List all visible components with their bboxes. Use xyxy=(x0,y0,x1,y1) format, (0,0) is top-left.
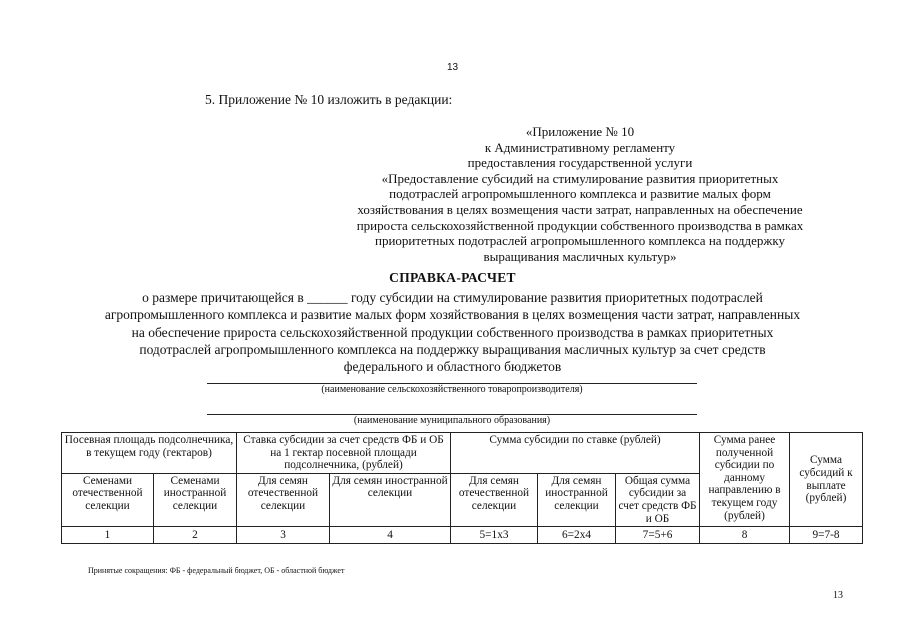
subheader-cell: Для семян иностранной селекции xyxy=(538,473,616,526)
column-number: 4 xyxy=(330,527,451,544)
appendix-line: хозяйствования в целях возмещения части затрат, направленных на обеспечение xyxy=(357,201,803,217)
header-sum-by-rate: Сумма субсидии по ставке (рублей) xyxy=(451,433,700,474)
page-number-top: 13 xyxy=(446,62,459,73)
appendix-line: «Приложение № 10 xyxy=(525,124,635,139)
header-amount-to-pay: Сумма субсидий к выплате (рублей) xyxy=(790,433,863,527)
column-number: 1 xyxy=(62,527,154,544)
document-title: СПРАВКА-РАСЧЕТ xyxy=(389,270,516,285)
document-subtitle xyxy=(50,289,855,375)
subtitle-line: агропромышленного комплекса и развитие малых форм хозяйствования в целях возмещения части затрат, направленных xyxy=(104,307,801,323)
subheader-cell: Для семян отечественной селекции xyxy=(237,473,330,526)
column-number: 2 xyxy=(154,527,237,544)
column-number: 3 xyxy=(237,527,330,544)
appendix-line: подотраслей агропромышленного комплекса и развитие малых форм xyxy=(389,186,771,202)
subheader-cell: Для семян иностранной селекции xyxy=(330,473,451,526)
subheader-cell: Семенами отечественной селекции xyxy=(62,473,154,526)
subheader-cell: Семенами иностранной селекции xyxy=(154,473,237,526)
abbreviations-footnote: Принятые сокращения: ФБ - федеральный бюджет, ОБ - областной бюджет xyxy=(88,566,345,575)
subsidy-calculation-table xyxy=(61,432,863,544)
producer-name-caption: (наименование сельскохозяйственного товаропроизводителя) xyxy=(321,384,583,395)
municipality-name-caption: (наименование муниципального образования) xyxy=(353,415,551,426)
column-number: 8 xyxy=(700,527,790,544)
appendix-reference xyxy=(300,124,860,264)
subtitle-line: о размере причитающейся в ______ году субсидии на стимулирование развития приоритетных подотраслей xyxy=(142,290,763,305)
appendix-line: «Предоставление субсидий на стимулирование развития приоритетных xyxy=(381,170,779,186)
column-number: 6=2х4 xyxy=(538,527,616,544)
appendix-line: выращивания масличных культур» xyxy=(483,248,677,264)
subtitle-line: федерального и областного бюджетов xyxy=(343,359,562,375)
table-row xyxy=(62,527,863,544)
header-subsidy-rate: Ставка субсидии за счет средств ФБ и ОБ на 1 гектар посевной площади подсолнечника, (рублей) xyxy=(237,433,451,474)
appendix-line: приоритетных подотраслей агропромышленного комплекса на поддержку xyxy=(375,233,785,249)
header-previously-received: Сумма ранее полученной субсидии по данному направлению в текущем году (рублей) xyxy=(700,433,790,527)
header-sown-area: Посевная площадь подсолнечника, в текущем году (гектаров) xyxy=(62,433,237,474)
column-number: 7=5+6 xyxy=(616,527,700,544)
subheader-cell: Для семян отечественной селекции xyxy=(451,473,538,526)
page-number-bottom: 13 xyxy=(833,590,843,601)
table-header-row xyxy=(62,433,863,474)
column-number: 9=7-8 xyxy=(790,527,863,544)
subheader-cell: Общая сумма субсидии за счет средств ФБ и ОБ xyxy=(616,473,700,526)
subtitle-line: на обеспечение прироста сельскохозяйственной продукции собственного производства в рамках приоритетных xyxy=(131,324,774,340)
subtitle-line: подотраслей агропромышленного комплекса на поддержку выращивания масличных культур за счет средств xyxy=(139,341,766,357)
column-number: 5=1х3 xyxy=(451,527,538,544)
appendix-line: прироста сельскохозяйственной продукции собственного производства в рамках xyxy=(356,217,804,233)
appendix-line: предоставления государственной услуги xyxy=(467,155,693,171)
amendment-text: 5. Приложение № 10 изложить в редакции: xyxy=(205,92,453,107)
appendix-line: к Административному регламенту xyxy=(484,139,676,155)
